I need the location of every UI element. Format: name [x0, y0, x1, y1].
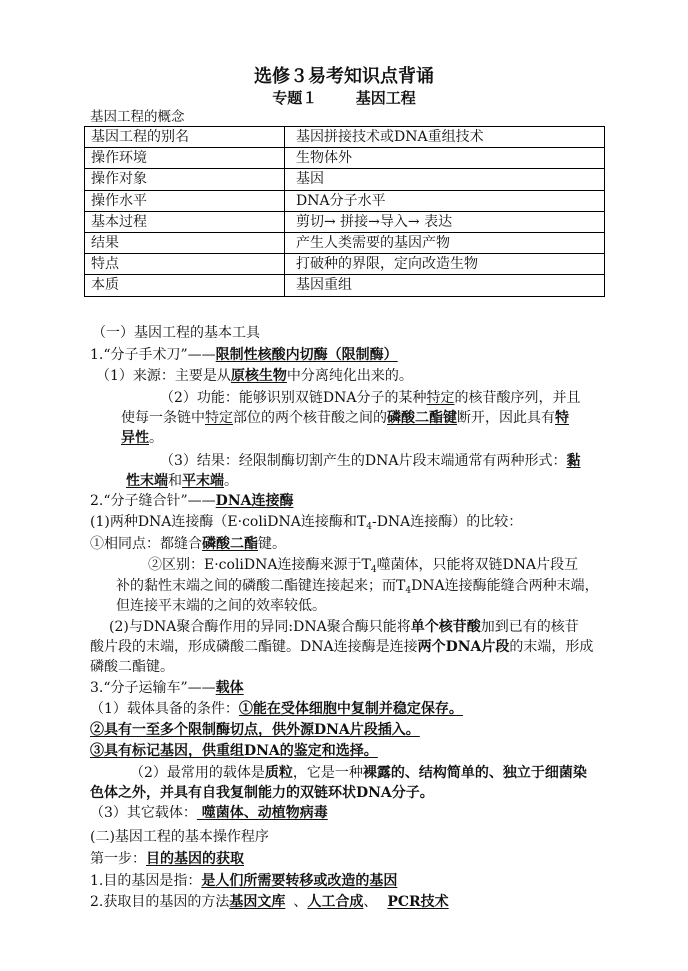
method-synthesis: 人工合成: [307, 894, 364, 910]
methods-sep: 、: [363, 894, 378, 910]
concept-value-cell: 剪切→ 拼接→导入→ 表达: [285, 211, 605, 232]
diff-text: 噬菌体，只能将双链DNA片段互: [376, 557, 579, 573]
concept-value-cell: 产生人类需要的基因产物: [285, 232, 605, 253]
condition-key-1: ①能在受体细胞中复制并稳定保存。: [238, 701, 463, 717]
result-key-sticky-2: 性末端: [126, 473, 168, 489]
common-key-plasmid: 质粒: [264, 765, 293, 781]
source-key: 原核生物: [230, 368, 287, 384]
poly-key-single: 单个核苷酸: [410, 619, 481, 635]
vector-condition-3: [90, 741, 378, 761]
result-line-1: [160, 451, 581, 471]
same-text: ①相同点：都缝合: [90, 536, 202, 552]
method-library: 基因文库: [229, 894, 286, 910]
source-text-end: 中分离纯化出来的。: [286, 368, 413, 384]
condition-key-2: ②具有一至多个限制酶切点，供外源DNA片段插入。: [90, 722, 420, 738]
tool2-name: DNA连接酶: [215, 493, 294, 509]
tool3-line: [90, 678, 244, 698]
tool1-line: [90, 345, 398, 365]
common-vector-line-1: [130, 763, 587, 783]
tool3-name: 载体: [215, 680, 244, 696]
topic-name: 基因工程: [355, 89, 416, 107]
tool3-prefix: 3.“分子运输车”——: [90, 680, 216, 696]
polymerase-line-3: 磷酸二酯键。: [90, 659, 174, 675]
polymerase-line-2: [90, 637, 593, 657]
poly-text: 的末端，形成: [509, 639, 594, 655]
concept-value-cell: 打破种的界限，定向改造生物: [285, 254, 605, 275]
diff-text: 补的黏性末端之间的磷酸二酯键连接起来；而T: [116, 578, 406, 594]
concept-table-row: [85, 169, 605, 190]
common-vector-line-2: [90, 783, 434, 803]
condition-text: （1）载体具备的条件：: [90, 701, 239, 717]
document-title: 选修３易考知识点背诵: [254, 66, 434, 87]
tool2-line: [90, 491, 293, 511]
function-key-specific: 特定: [426, 390, 455, 406]
step1-line: [90, 849, 244, 869]
subscript: 4: [405, 586, 412, 596]
diff-text: ②区别：E·coliDNA连接酶来源于T: [148, 557, 371, 573]
poly-key-two: 两个DNA片段: [417, 639, 510, 655]
function-text: （2）功能：能够识别双链DNA分子的某种: [160, 390, 427, 406]
concept-label-cell: 操作水平: [85, 190, 285, 211]
function-text: 部位的两个核苷酸之间的: [233, 410, 387, 426]
concept-label-cell: 操作环境: [85, 148, 285, 169]
result-text: 和: [168, 473, 182, 489]
concept-table-row: [85, 190, 605, 211]
table-caption: 基因工程的概念: [90, 109, 185, 125]
compare-text-end: -DNA连接酶）的比较：: [371, 514, 523, 530]
other-vectors-line: [90, 803, 328, 823]
concept-table: [84, 126, 605, 297]
common-text: ，它是一种: [292, 765, 363, 781]
section-heading-tools: （一）基因工程的基本工具: [92, 325, 260, 341]
poly-text: 酸片段的末端，形成磷酸二酯键。DNA连接酶是连接: [90, 639, 418, 655]
function-end: 。: [149, 430, 163, 446]
concept-value-cell: DNA分子水平: [285, 190, 605, 211]
poly-text: 加到已有的核苷: [480, 619, 579, 635]
common-text: （2）最常用的载体是: [130, 765, 265, 781]
source-line: [96, 366, 413, 386]
same-point-line: [90, 534, 286, 554]
step1-label: 第一步：: [90, 851, 146, 867]
result-end: 。: [224, 473, 238, 489]
concept-label-cell: 本质: [85, 275, 285, 296]
concept-value-cell: 基因拼接技术或DNA重组技术: [285, 127, 605, 148]
diff-text: DNA连接酶能缝合两种末端，: [411, 578, 599, 594]
methods-text: 2.获取目的基因的方法: [90, 894, 230, 910]
function-text: 使每一条链中: [121, 410, 205, 426]
function-text-end: 的核苷酸序列，并且: [454, 390, 581, 406]
vector-condition-2: [90, 720, 420, 740]
step1-key: 目的基因的获取: [146, 851, 244, 867]
concept-label-cell: 结果: [85, 232, 285, 253]
function-key-spec-1: 特: [555, 410, 569, 426]
result-key-sticky-1: 黏: [566, 453, 581, 469]
concept-label-cell: 操作对象: [85, 169, 285, 190]
concept-table-row: [85, 127, 605, 148]
vector-condition-1: [90, 699, 463, 719]
concept-table-row: [85, 254, 605, 275]
function-line-1: [160, 388, 581, 408]
condition-key-3: ③具有标记基因，供重组DNA的鉴定和选择。: [90, 743, 378, 759]
function-line-2: [121, 408, 569, 428]
concept-label-cell: 特点: [85, 254, 285, 275]
function-key-specific-2: 特定: [205, 410, 233, 426]
subscript: 4: [366, 522, 372, 532]
concept-value-cell: 基因: [285, 169, 605, 190]
result-line-2: [126, 471, 238, 491]
tool1-name: 限制性核酸内切酶（限制酶）: [215, 347, 398, 363]
methods-sep: 、: [293, 894, 308, 910]
concept-label-cell: 基本过程: [85, 211, 285, 232]
concept-label-cell: 基因工程的别名: [85, 127, 285, 148]
function-key-bond: 磷酸二酯键: [387, 410, 457, 426]
concept-table-row: [85, 232, 605, 253]
concept-table-row: [85, 211, 605, 232]
tool2-prefix: 2.“分子缝合针”——: [90, 493, 216, 509]
same-end: 键。: [258, 536, 286, 552]
result-key-blunt: 平末端: [182, 473, 224, 489]
common-key-desc-2: 色体之外，并具有自我复制能力的双链环状DNA分子。: [90, 785, 434, 801]
diff-line-3: 但连接平末端的之间的效率较低。: [116, 598, 326, 614]
polymerase-line-1: [109, 617, 579, 637]
concept-table-row: [85, 148, 605, 169]
poly-text: (2)与DNA聚合酶作用的异同:DNA聚合酶只能将: [109, 619, 411, 635]
target-gene-definition: [90, 871, 397, 891]
other-text: （3）其它载体：: [90, 805, 197, 821]
function-text: 断开，因此具有: [457, 410, 555, 426]
concept-value-cell: 生物体外: [285, 148, 605, 169]
tool1-prefix: 1.“分子手术刀”——: [90, 347, 216, 363]
function-key-spec-2: 异性: [121, 430, 149, 446]
compare-text: (1)两种DNA连接酶（E·coliDNA连接酶和T: [90, 514, 367, 530]
section-heading-procedure: (二)基因工程的基本操作程序: [90, 829, 269, 845]
same-key: 磷酸二酯: [202, 536, 258, 552]
result-text: （3）结果：经限制酶切割产生的DNA片段末端通常有两种形式：: [160, 453, 567, 469]
concept-value-cell: 基因重组: [285, 275, 605, 296]
function-line-3: [121, 428, 163, 448]
method-pcr: PCR技术: [387, 894, 449, 910]
target-gene-methods: [90, 892, 449, 912]
common-key-desc: 裸露的、结构简单的、独立于细菌染: [362, 765, 587, 781]
definition-text: 1.目的基因是指：: [90, 873, 202, 889]
other-key: 噬菌体、动植物病毒: [196, 805, 328, 821]
definition-key: 是人们所需要转移或改造的基因: [201, 873, 398, 889]
concept-table-row: [85, 275, 605, 296]
source-text: （1）来源：主要是从: [96, 368, 231, 384]
subscript: 4: [370, 565, 377, 575]
topic-number: 专题１: [272, 89, 318, 107]
